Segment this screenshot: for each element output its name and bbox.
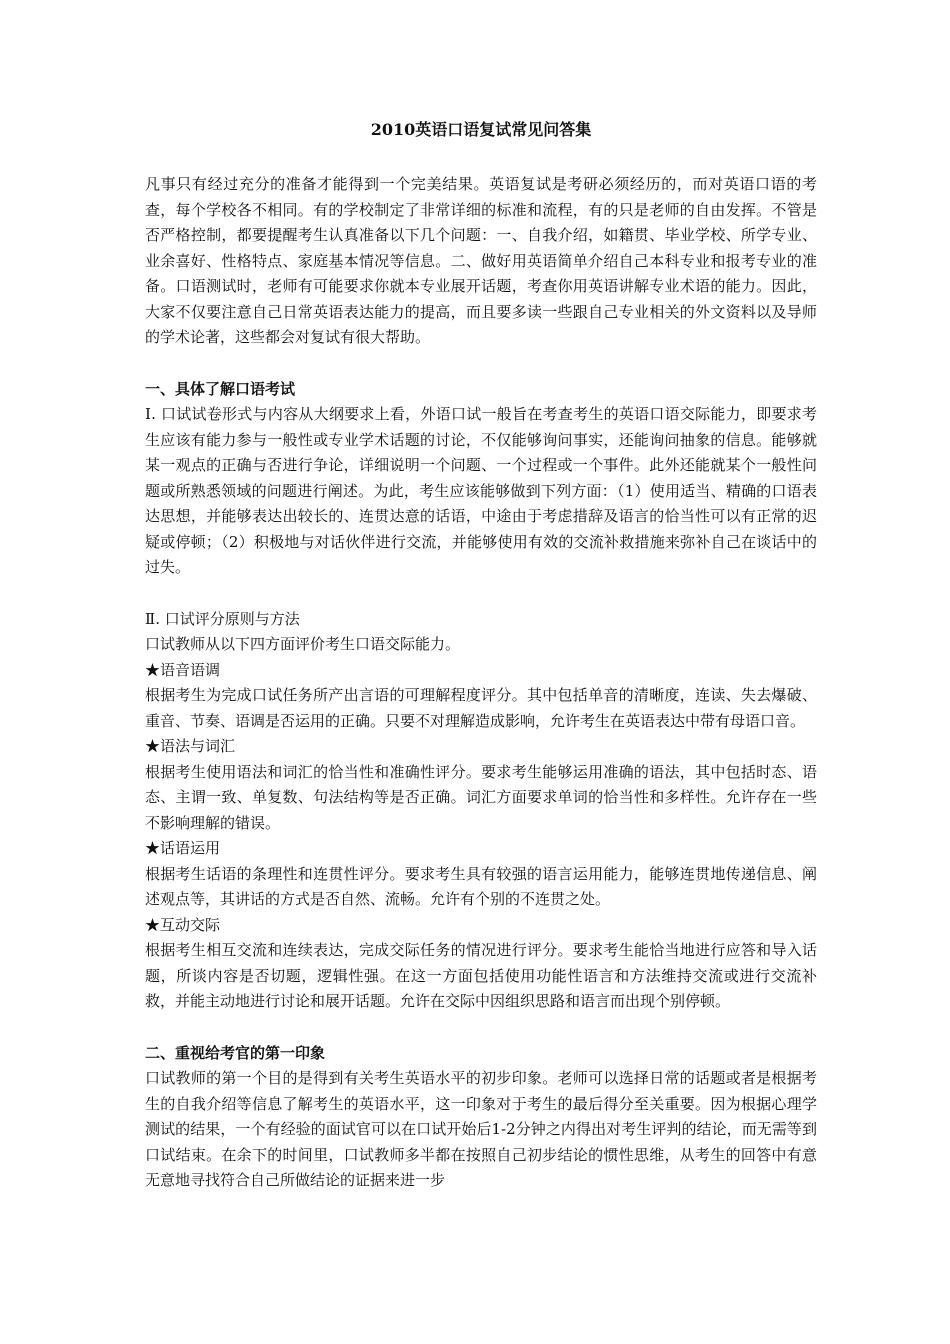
criterion-text-grammar: 根据考生使用语法和词汇的恰当性和准确性评分。要求考生能够运用准确的语法，其中包括时态、语态、主谓一致、单复数、句法结构等是否正确。词汇方面要求单词的恰当性和多样性。允许存在一些不影响理解的错误。 [145,762,817,832]
criterion-label-interaction: ★互动交际 [145,915,221,934]
criterion-label-pronunciation: ★语音语调 [145,660,221,679]
section-1-heading: 一、具体了解口语考试 [145,379,296,398]
criterion-text-interaction: 根据考生相互交流和连续表达，完成交际任务的情况进行评分。要求考生能恰当地进行应答和导入话题，所谈内容是否切题，逻辑性强。在这一方面包括使用功能性语言和方法维持交流或进行交流补救，并能主动地进行讨论和展开话题。允许在交际中因组织思路和语言而出现个别停顿。 [145,941,817,1010]
criterion-label-discourse: ★话语运用 [145,839,221,857]
intro-paragraph: 凡事只有经过充分的准备才能得到一个完美结果。英语复试是考研必须经历的，而对英语口语的考查，每个学校各不相同。有的学校制定了非常详细的标准和流程，有的只是老师的自由发挥。不管是否严格控制，都要提醒考生认真准备以下几个问题：一、自我介绍，如籍贯、毕业学校、所学专业、业余喜好、性格特点、家庭基本情况等信息。二、做好用英语简单介绍自己本科专业和报考专业的准备。口语测试时，老师有可能要求你就本专业展开话题，考查你用英语讲解专业术语的能力。因此，大家不仅要注意自己日常英语表达能力的提高，而且要多读一些跟自己专业相关的外文资料以及导师的学术论著，这些都会对复试有很大帮助。 [145,175,817,346]
criterion-label-grammar: ★语法与词汇 [145,737,236,755]
section-2-heading: 二、重视给考官的第一印象 [145,1043,326,1062]
section-1-part-1-paragraph: Ⅰ. 口试试卷形式与内容从大纲要求上看，外语口试一般旨在考查考生的英语口语交际能力，即要求考生应该有能力参与一般性或专业学术话题的讨论，不仅能够询问事实，还能询问抽象的信息。能够就某一观点的正确与否进行争论，详细说明一个问题、一个过程或一个事件。此外还能就某个一般性问题或所熟悉领域的问题进行阐述。为此，考生应该能够做到下列方面：（1）使用适当、精确的口语表达思想，并能够表达出较长的、连贯达意的话语，中途由于考虑措辞及语言的恰当性可以有正常的迟疑或停顿；（2）积极地与对话伙伴进行交流，并能够使用有效的交流补救措施来弥补自己在谈话中的过失。 [145,405,817,576]
spacer [145,351,817,377]
document-page [145,118,817,1194]
spacer [145,581,817,607]
section-2-paragraph: 口试教师的第一个目的是得到有关考生英语水平的初步印象。老师可以选择日常的话题或者是根据考生的自我介绍等信息了解考生的英语水平，这一印象对于考生的最后得分至关重要。因为根据心理学测试的结果，一个有经验的面试官可以在口试开始后1-2分钟之内得出对考生评判的结论，而无需等到口试结束。在余下的时间里，口试教师多半都在按照自己初步结论的惯性思维，从考生的回答中有意无意地寻找符合自己所做结论的证据来进一步 [145,1069,817,1189]
criterion-text-discourse: 根据考生话语的条理性和连贯性评分。要求考生具有较强的语言运用能力，能够连贯地传递信息、阐述观点等，其讲话的方式是否自然、流畅。允许有个别的不连贯之处。 [145,864,817,908]
spacer [145,1015,817,1041]
document-title: 2010英语口语复试常见问答集 [370,120,592,139]
criterion-text-pronunciation: 根据考生为完成口试任务所产出言语的可理解程度评分。其中包括单音的清晰度，连读、失去爆破、重音、节奏、语调是否运用的正确。只要不对理解造成影响，允许考生在英语表达中带有母语口音。 [145,686,817,730]
section-1-part-2-heading: Ⅱ. 口试评分原则与方法 [145,609,300,628]
section-1-part-2-intro: 口试教师从以下四方面评价考生口语交际能力。 [145,635,461,653]
